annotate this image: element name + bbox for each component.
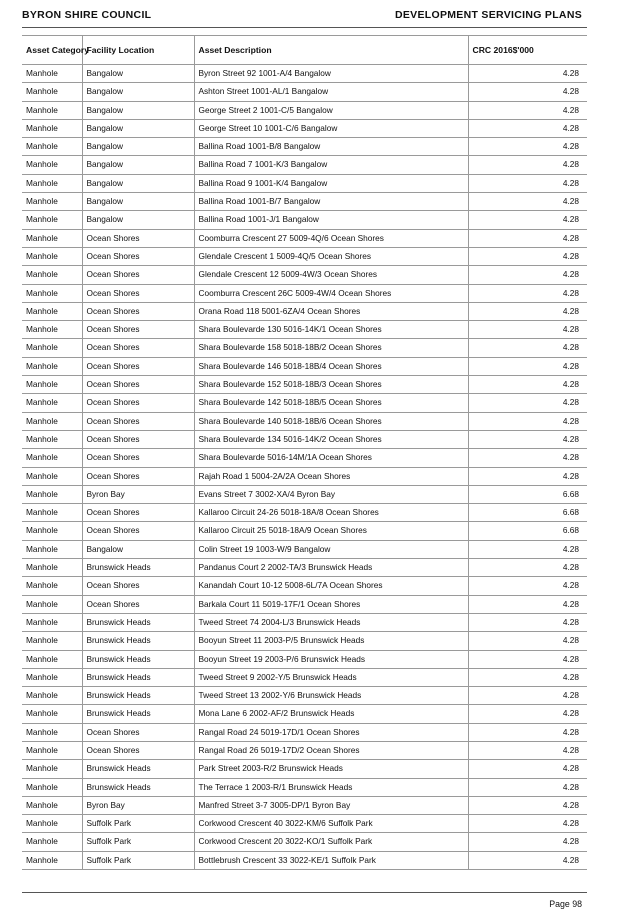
asset-description-cell: George Street 10 1001-C/6 Bangalow: [194, 119, 468, 137]
facility-location-cell: Brunswick Heads: [82, 778, 194, 796]
table-row: [22, 741, 587, 759]
table-row: [22, 412, 587, 430]
facility-location-cell: Brunswick Heads: [82, 559, 194, 577]
facility-location-cell: Bangalow: [82, 211, 194, 229]
column-header-asset-category: Asset Category: [22, 36, 82, 65]
crc-value-cell: 6.68: [468, 504, 587, 522]
asset-description-cell: Orana Road 118 5001-6ZA/4 Ocean Shores: [194, 302, 468, 320]
asset-category-cell: Manhole: [22, 83, 82, 101]
asset-table: [22, 35, 587, 870]
asset-category-cell: Manhole: [22, 705, 82, 723]
crc-value-cell: 4.28: [468, 211, 587, 229]
asset-description-cell: Ashton Street 1001-AL/1 Bangalow: [194, 83, 468, 101]
asset-description-cell: Ballina Road 9 1001-K/4 Bangalow: [194, 174, 468, 192]
table-row: [22, 833, 587, 851]
crc-value-cell: 4.28: [468, 613, 587, 631]
asset-description-cell: Shara Boulevarde 142 5018-18B/5 Ocean Shores: [194, 394, 468, 412]
facility-location-cell: Ocean Shores: [82, 504, 194, 522]
table-row: [22, 229, 587, 247]
crc-value-cell: 4.28: [468, 467, 587, 485]
asset-description-cell: Shara Boulevarde 134 5016-14K/2 Ocean Shores: [194, 430, 468, 448]
table-row: [22, 376, 587, 394]
crc-value-cell: 4.28: [468, 357, 587, 375]
crc-value-cell: 4.28: [468, 83, 587, 101]
asset-category-cell: Manhole: [22, 339, 82, 357]
asset-category-cell: Manhole: [22, 174, 82, 192]
crc-value-cell: 4.28: [468, 412, 587, 430]
facility-location-cell: Bangalow: [82, 540, 194, 558]
table-row: [22, 357, 587, 375]
crc-value-cell: 4.28: [468, 229, 587, 247]
facility-location-cell: Ocean Shores: [82, 376, 194, 394]
table-row: [22, 321, 587, 339]
asset-description-cell: Kallaroo Circuit 25 5018-18A/9 Ocean Shores: [194, 522, 468, 540]
asset-category-cell: Manhole: [22, 522, 82, 540]
table-row: [22, 449, 587, 467]
asset-category-cell: Manhole: [22, 266, 82, 284]
crc-value-cell: 4.28: [468, 760, 587, 778]
crc-value-cell: 4.28: [468, 284, 587, 302]
facility-location-cell: Byron Bay: [82, 796, 194, 814]
facility-location-cell: Ocean Shores: [82, 577, 194, 595]
asset-category-cell: Manhole: [22, 156, 82, 174]
facility-location-cell: Ocean Shores: [82, 247, 194, 265]
document-title: DEVELOPMENT SERVICING PLANS: [394, 9, 582, 21]
facility-location-cell: Ocean Shores: [82, 595, 194, 613]
table-row: [22, 650, 587, 668]
facility-location-cell: Bangalow: [82, 101, 194, 119]
crc-value-cell: 4.28: [468, 394, 587, 412]
table-row: [22, 266, 587, 284]
facility-location-cell: Suffolk Park: [82, 851, 194, 869]
asset-category-cell: Manhole: [22, 412, 82, 430]
table-row: [22, 247, 587, 265]
facility-location-cell: Suffolk Park: [82, 833, 194, 851]
asset-description-cell: Booyun Street 19 2003-P/6 Brunswick Heads: [194, 650, 468, 668]
asset-category-cell: Manhole: [22, 723, 82, 741]
facility-location-cell: Bangalow: [82, 83, 194, 101]
asset-description-cell: Shara Boulevarde 158 5018-18B/2 Ocean Shores: [194, 339, 468, 357]
facility-location-cell: Bangalow: [82, 138, 194, 156]
table-row: [22, 815, 587, 833]
table-row: [22, 193, 587, 211]
crc-value-cell: 4.28: [468, 174, 587, 192]
asset-description-cell: Shara Boulevarde 146 5018-18B/4 Ocean Shores: [194, 357, 468, 375]
table-row: [22, 668, 587, 686]
asset-category-cell: Manhole: [22, 65, 82, 83]
asset-description-cell: Shara Boulevarde 130 5016-14K/1 Ocean Shores: [194, 321, 468, 339]
facility-location-cell: Ocean Shores: [82, 357, 194, 375]
facility-location-cell: Ocean Shores: [82, 522, 194, 540]
crc-value-cell: 4.28: [468, 138, 587, 156]
asset-category-cell: Manhole: [22, 485, 82, 503]
table-row: [22, 559, 587, 577]
asset-category-cell: Manhole: [22, 577, 82, 595]
table-row: [22, 760, 587, 778]
asset-description-cell: Kanandah Court 10-12 5008-6L/7A Ocean Shores: [194, 577, 468, 595]
facility-location-cell: Ocean Shores: [82, 229, 194, 247]
crc-value-cell: 4.28: [468, 577, 587, 595]
crc-value-cell: 4.28: [468, 723, 587, 741]
asset-description-cell: Ballina Road 1001-B/7 Bangalow: [194, 193, 468, 211]
asset-category-cell: Manhole: [22, 741, 82, 759]
table-row: [22, 687, 587, 705]
facility-location-cell: Ocean Shores: [82, 723, 194, 741]
crc-value-cell: 4.28: [468, 778, 587, 796]
table-row: [22, 211, 587, 229]
asset-category-cell: Manhole: [22, 796, 82, 814]
asset-description-cell: Manfred Street 3-7 3005-DP/1 Byron Bay: [194, 796, 468, 814]
asset-description-cell: Colin Street 19 1003-W/9 Bangalow: [194, 540, 468, 558]
asset-category-cell: Manhole: [22, 760, 82, 778]
column-header-facility-location: Facility Location: [82, 36, 194, 65]
crc-value-cell: 4.28: [468, 796, 587, 814]
asset-description-cell: Ballina Road 1001-J/1 Bangalow: [194, 211, 468, 229]
asset-description-cell: Rajah Road 1 5004-2A/2A Ocean Shores: [194, 467, 468, 485]
asset-category-cell: Manhole: [22, 504, 82, 522]
table-row: [22, 613, 587, 631]
asset-description-cell: Kallaroo Circuit 24-26 5018-18A/8 Ocean Shores: [194, 504, 468, 522]
asset-description-cell: Bottlebrush Crescent 33 3022-KE/1 Suffolk Park: [194, 851, 468, 869]
asset-description-cell: Booyun Street 11 2003-P/5 Brunswick Heads: [194, 632, 468, 650]
table-row: [22, 595, 587, 613]
facility-location-cell: Bangalow: [82, 174, 194, 192]
table-row: [22, 101, 587, 119]
table-row: [22, 796, 587, 814]
header-row: [22, 36, 587, 65]
asset-description-cell: Corkwood Crescent 20 3022-KO/1 Suffolk Park: [194, 833, 468, 851]
table-row: [22, 302, 587, 320]
asset-category-cell: Manhole: [22, 851, 82, 869]
crc-value-cell: 4.28: [468, 430, 587, 448]
table-row: [22, 467, 587, 485]
council-name: BYRON SHIRE COUNCIL: [22, 9, 152, 21]
asset-description-cell: Ballina Road 1001-B/8 Bangalow: [194, 138, 468, 156]
facility-location-cell: Suffolk Park: [82, 815, 194, 833]
asset-category-cell: Manhole: [22, 540, 82, 558]
asset-description-cell: George Street 2 1001-C/5 Bangalow: [194, 101, 468, 119]
asset-description-cell: Glendale Crescent 12 5009-4W/3 Ocean Shores: [194, 266, 468, 284]
facility-location-cell: Ocean Shores: [82, 430, 194, 448]
table-row: [22, 284, 587, 302]
crc-value-cell: 4.28: [468, 339, 587, 357]
table-row: [22, 138, 587, 156]
asset-category-cell: Manhole: [22, 833, 82, 851]
table-row: [22, 485, 587, 503]
crc-value-cell: 6.68: [468, 522, 587, 540]
asset-category-cell: Manhole: [22, 302, 82, 320]
asset-category-cell: Manhole: [22, 668, 82, 686]
asset-category-cell: Manhole: [22, 284, 82, 302]
table-row: [22, 504, 587, 522]
asset-category-cell: Manhole: [22, 357, 82, 375]
table-row: [22, 174, 587, 192]
asset-category-cell: Manhole: [22, 467, 82, 485]
crc-value-cell: 4.28: [468, 668, 587, 686]
table-row: [22, 705, 587, 723]
asset-description-cell: Rangal Road 26 5019-17D/2 Ocean Shores: [194, 741, 468, 759]
crc-value-cell: 4.28: [468, 687, 587, 705]
asset-description-cell: Corkwood Crescent 40 3022-KM/6 Suffolk Park: [194, 815, 468, 833]
crc-value-cell: 4.28: [468, 376, 587, 394]
asset-description-cell: Shara Boulevarde 152 5018-18B/3 Ocean Shores: [194, 376, 468, 394]
table-row: [22, 65, 587, 83]
facility-location-cell: Ocean Shores: [82, 394, 194, 412]
facility-location-cell: Bangalow: [82, 156, 194, 174]
crc-value-cell: 4.28: [468, 851, 587, 869]
facility-location-cell: Ocean Shores: [82, 741, 194, 759]
crc-value-cell: 4.28: [468, 302, 587, 320]
asset-category-cell: Manhole: [22, 229, 82, 247]
asset-category-cell: Manhole: [22, 632, 82, 650]
asset-category-cell: Manhole: [22, 650, 82, 668]
asset-description-cell: Ballina Road 7 1001-K/3 Bangalow: [194, 156, 468, 174]
table-row: [22, 723, 587, 741]
header-divider: [22, 27, 587, 28]
table-row: [22, 851, 587, 869]
asset-category-cell: Manhole: [22, 193, 82, 211]
column-header-asset-description: Asset Description: [194, 36, 468, 65]
crc-value-cell: 4.28: [468, 559, 587, 577]
crc-value-cell: 4.28: [468, 632, 587, 650]
crc-value-cell: 4.28: [468, 65, 587, 83]
asset-category-cell: Manhole: [22, 119, 82, 137]
asset-category-cell: Manhole: [22, 321, 82, 339]
facility-location-cell: Brunswick Heads: [82, 760, 194, 778]
crc-value-cell: 4.28: [468, 247, 587, 265]
asset-category-cell: Manhole: [22, 211, 82, 229]
table-row: [22, 119, 587, 137]
table-row: [22, 522, 587, 540]
asset-category-cell: Manhole: [22, 613, 82, 631]
crc-value-cell: 4.28: [468, 815, 587, 833]
asset-description-cell: Rangal Road 24 5019-17D/1 Ocean Shores: [194, 723, 468, 741]
crc-value-cell: 4.28: [468, 741, 587, 759]
asset-description-cell: Evans Street 7 3002-XA/4 Byron Bay: [194, 485, 468, 503]
crc-value-cell: 4.28: [468, 449, 587, 467]
facility-location-cell: Ocean Shores: [82, 266, 194, 284]
facility-location-cell: Ocean Shores: [82, 412, 194, 430]
facility-location-cell: Brunswick Heads: [82, 687, 194, 705]
crc-value-cell: 4.28: [468, 650, 587, 668]
table-row: [22, 577, 587, 595]
crc-value-cell: 4.28: [468, 266, 587, 284]
asset-description-cell: Barkala Court 11 5019-17F/1 Ocean Shores: [194, 595, 468, 613]
crc-value-cell: 6.68: [468, 485, 587, 503]
asset-description-cell: Glendale Crescent 1 5009-4Q/5 Ocean Shores: [194, 247, 468, 265]
footer-divider: [22, 892, 587, 893]
asset-description-cell: Shara Boulevarde 5016-14M/1A Ocean Shores: [194, 449, 468, 467]
table-row: [22, 430, 587, 448]
asset-description-cell: Coomburra Crescent 26C 5009-4W/4 Ocean Shores: [194, 284, 468, 302]
asset-category-cell: Manhole: [22, 247, 82, 265]
table-body: [22, 65, 587, 870]
facility-location-cell: Brunswick Heads: [82, 668, 194, 686]
crc-value-cell: 4.28: [468, 595, 587, 613]
facility-location-cell: Ocean Shores: [82, 284, 194, 302]
asset-category-cell: Manhole: [22, 449, 82, 467]
table-row: [22, 83, 587, 101]
page-number: Page 98: [549, 899, 582, 909]
facility-location-cell: Brunswick Heads: [82, 613, 194, 631]
asset-description-cell: Coomburra Crescent 27 5009-4Q/6 Ocean Shores: [194, 229, 468, 247]
asset-category-cell: Manhole: [22, 778, 82, 796]
asset-description-cell: Pandanus Court 2 2002-TA/3 Brunswick Heads: [194, 559, 468, 577]
column-header-crc: CRC 2016$'000: [468, 36, 587, 65]
crc-value-cell: 4.28: [468, 119, 587, 137]
facility-location-cell: Ocean Shores: [82, 449, 194, 467]
table-row: [22, 339, 587, 357]
facility-location-cell: Brunswick Heads: [82, 705, 194, 723]
asset-category-cell: Manhole: [22, 138, 82, 156]
crc-value-cell: 4.28: [468, 156, 587, 174]
asset-description-cell: Mona Lane 6 2002-AF/2 Brunswick Heads: [194, 705, 468, 723]
facility-location-cell: Ocean Shores: [82, 467, 194, 485]
facility-location-cell: Bangalow: [82, 193, 194, 211]
facility-location-cell: Brunswick Heads: [82, 632, 194, 650]
facility-location-cell: Bangalow: [82, 119, 194, 137]
table-row: [22, 156, 587, 174]
asset-category-cell: Manhole: [22, 815, 82, 833]
asset-description-cell: Byron Street 92 1001-A/4 Bangalow: [194, 65, 468, 83]
crc-value-cell: 4.28: [468, 705, 587, 723]
facility-location-cell: Bangalow: [82, 65, 194, 83]
table-row: [22, 632, 587, 650]
asset-description-cell: Tweed Street 9 2002-Y/5 Brunswick Heads: [194, 668, 468, 686]
asset-category-cell: Manhole: [22, 394, 82, 412]
crc-value-cell: 4.28: [468, 540, 587, 558]
asset-category-cell: Manhole: [22, 430, 82, 448]
facility-location-cell: Ocean Shores: [82, 339, 194, 357]
asset-description-cell: Park Street 2003-R/2 Brunswick Heads: [194, 760, 468, 778]
asset-description-cell: Shara Boulevarde 140 5018-18B/6 Ocean Shores: [194, 412, 468, 430]
table-row: [22, 540, 587, 558]
table-row: [22, 778, 587, 796]
crc-value-cell: 4.28: [468, 321, 587, 339]
table-row: [22, 394, 587, 412]
asset-category-cell: Manhole: [22, 595, 82, 613]
asset-category-cell: Manhole: [22, 559, 82, 577]
asset-category-cell: Manhole: [22, 687, 82, 705]
table-header: [22, 36, 587, 65]
asset-description-cell: The Terrace 1 2003-R/1 Brunswick Heads: [194, 778, 468, 796]
facility-location-cell: Ocean Shores: [82, 302, 194, 320]
facility-location-cell: Ocean Shores: [82, 321, 194, 339]
crc-value-cell: 4.28: [468, 101, 587, 119]
asset-description-cell: Tweed Street 13 2002-Y/6 Brunswick Heads: [194, 687, 468, 705]
facility-location-cell: Byron Bay: [82, 485, 194, 503]
crc-value-cell: 4.28: [468, 193, 587, 211]
facility-location-cell: Brunswick Heads: [82, 650, 194, 668]
asset-category-cell: Manhole: [22, 376, 82, 394]
asset-category-cell: Manhole: [22, 101, 82, 119]
crc-value-cell: 4.28: [468, 833, 587, 851]
asset-description-cell: Tweed Street 74 2004-L/3 Brunswick Heads: [194, 613, 468, 631]
